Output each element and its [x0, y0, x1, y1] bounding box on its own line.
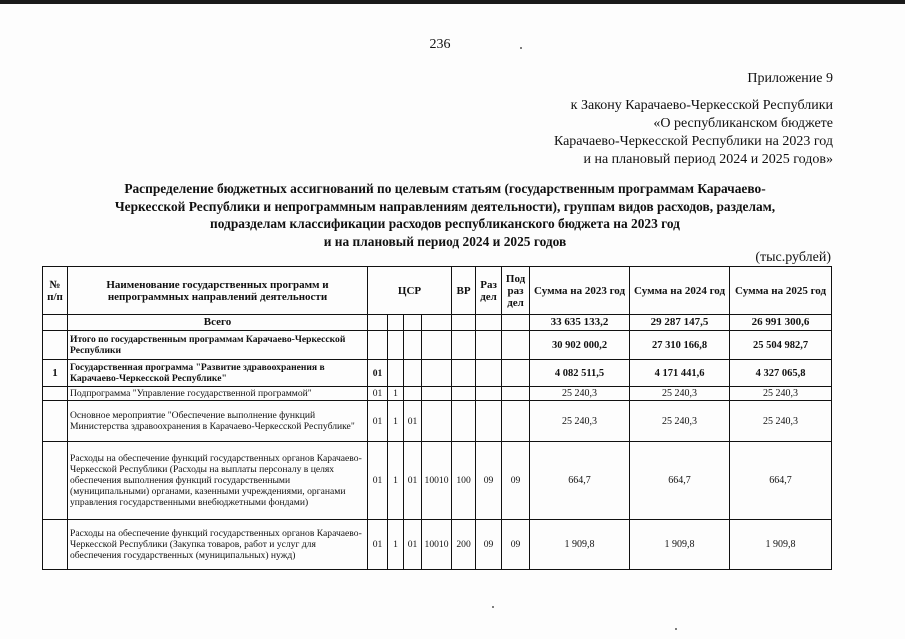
table-row [43, 401, 832, 442]
cell-podrazdel: 09 [502, 442, 530, 520]
cell-sum2024: 25 240,3 [630, 387, 730, 401]
cell-csr4 [422, 387, 452, 401]
units-label: (тыс.рублей) [755, 250, 831, 265]
title-line: и на плановый период 2024 и 2025 годов [323, 233, 567, 249]
title-line: Черкесской Республики и непрограммным направлениям деятельности), группам видов расходов, разделам, [114, 198, 776, 214]
cell-csr1: 01 [368, 520, 388, 570]
cell-csr3 [404, 360, 422, 387]
scan-speck [675, 628, 677, 630]
cell-sum2023: 664,7 [530, 442, 630, 520]
appendix-title: Приложение 9 [747, 71, 833, 86]
cell-csr2: 1 [388, 442, 404, 520]
cell-sum2025: 25 240,3 [730, 387, 832, 401]
cell-podrazdel: 09 [502, 520, 530, 570]
cell-sum2023: 4 082 511,5 [530, 360, 630, 387]
table-row [43, 387, 832, 401]
cell-razdel: 09 [476, 442, 502, 520]
cell-vr [452, 401, 476, 442]
cell-sum2024: 1 909,8 [630, 520, 730, 570]
cell-vr [452, 315, 476, 331]
cell-name: Расходы на обеспечение функций государственных органов Карачаево-Черкесской Республики (Закупка товаров, работ и услуг для обеспечения государственных (муниципальных) нужд) [68, 520, 368, 570]
page-number: 236 [429, 37, 451, 52]
cell-sum2023: 1 909,8 [530, 520, 630, 570]
cell-vr [452, 360, 476, 387]
cell-vr [452, 387, 476, 401]
cell-razdel [476, 401, 502, 442]
cell-csr2: 1 [388, 520, 404, 570]
cell-csr1: 01 [368, 401, 388, 442]
col-sum2024-header: Сумма на 2024 год [630, 267, 730, 315]
cell-csr4: 10010 [422, 442, 452, 520]
table-row [43, 331, 832, 360]
cell-sum2024: 4 171 441,6 [630, 360, 730, 387]
cell-sum2023: 30 902 000,2 [530, 331, 630, 360]
col-razdel-header: Раз дел [476, 267, 502, 315]
cell-csr3 [404, 331, 422, 360]
cell-csr4 [422, 315, 452, 331]
scan-top-edge [0, 0, 905, 4]
title-line: подразделам классификации расходов республиканского бюджета на 2023 год [210, 216, 680, 231]
appendix-line: Карачаево-Черкесской Республики на 2023 год [553, 134, 833, 149]
cell-sum2025: 25 504 982,7 [730, 331, 832, 360]
col-vr-header: ВР [452, 267, 476, 315]
cell-sum2025: 664,7 [730, 442, 832, 520]
cell-name: Государственная программа "Развитие здравоохранения в Карачаево-Черкесской Республике" [68, 360, 368, 387]
col-sum2025-header: Сумма на 2025 год [730, 267, 832, 315]
cell-sum2023: 25 240,3 [530, 387, 630, 401]
cell-razdel [476, 387, 502, 401]
cell-csr2 [388, 360, 404, 387]
cell-name: Основное мероприятие "Обеспечение выполнение функций Министерства здравоохранения в Карачаево-Черкесской Республике" [68, 401, 368, 442]
cell-name: Итого по государственным программам Карачаево-Черкесской Республики [68, 331, 368, 360]
cell-csr3 [404, 315, 422, 331]
cell-csr1 [368, 331, 388, 360]
cell-csr4 [422, 401, 452, 442]
cell-csr3: 01 [404, 520, 422, 570]
cell-sum2024: 664,7 [630, 442, 730, 520]
cell-podrazdel [502, 401, 530, 442]
appendix-line: «О республиканском бюджете [653, 116, 833, 131]
cell-podrazdel [502, 331, 530, 360]
cell-vr [452, 331, 476, 360]
budget-table [42, 266, 832, 570]
cell-csr3: 01 [404, 401, 422, 442]
table-row [43, 442, 832, 520]
col-num-header: № п/п [43, 267, 68, 315]
col-csr-header: ЦСР [368, 267, 452, 315]
cell-num: 1 [43, 360, 68, 387]
cell-podrazdel [502, 360, 530, 387]
cell-num [43, 401, 68, 442]
cell-sum2023: 25 240,3 [530, 401, 630, 442]
cell-num [43, 442, 68, 520]
table-header-row [43, 267, 832, 315]
cell-sum2025: 25 240,3 [730, 401, 832, 442]
cell-csr3: 01 [404, 442, 422, 520]
title-line: Распределение бюджетных ассигнований по целевым статьям (государственным программам Карачаево- [124, 181, 766, 196]
cell-csr4 [422, 360, 452, 387]
cell-name: Расходы на обеспечение функций государственных органов Карачаево-Черкесской Республики (Расходы на выплаты персоналу в целях обеспечения выполнения функций государственными (муниципальными) органами, казенными учреждениями, органами управления государственными внебюджетными фондами) [68, 442, 368, 520]
cell-csr2 [388, 315, 404, 331]
cell-csr2: 1 [388, 401, 404, 442]
cell-csr2 [388, 331, 404, 360]
col-sum2023-header: Сумма на 2023 год [530, 267, 630, 315]
table-row [43, 520, 832, 570]
cell-num [43, 387, 68, 401]
cell-razdel [476, 315, 502, 331]
appendix-line: к Закону Карачаево-Черкесской Республики [570, 98, 833, 113]
cell-sum2023: 33 635 133,2 [530, 315, 630, 331]
cell-podrazdel [502, 387, 530, 401]
cell-razdel: 09 [476, 520, 502, 570]
cell-sum2025: 26 991 300,6 [730, 315, 832, 331]
cell-sum2025: 4 327 065,8 [730, 360, 832, 387]
cell-vr: 200 [452, 520, 476, 570]
cell-name: Всего [68, 315, 368, 331]
table-row [43, 360, 832, 387]
scan-speck [520, 47, 522, 49]
cell-num [43, 315, 68, 331]
cell-csr1: 01 [368, 387, 388, 401]
cell-vr: 100 [452, 442, 476, 520]
cell-csr1 [368, 315, 388, 331]
cell-csr1: 01 [368, 360, 388, 387]
table-row [43, 315, 832, 331]
cell-sum2024: 27 310 166,8 [630, 331, 730, 360]
col-podrazdel-header: Под раз дел [502, 267, 530, 315]
document-title [40, 180, 850, 250]
cell-name: Подпрограмма "Управление государственной программой" [68, 387, 368, 401]
cell-razdel [476, 331, 502, 360]
cell-csr2: 1 [388, 387, 404, 401]
cell-csr4: 10010 [422, 520, 452, 570]
appendix-block [554, 70, 833, 169]
cell-sum2025: 1 909,8 [730, 520, 832, 570]
cell-num [43, 331, 68, 360]
cell-csr3 [404, 387, 422, 401]
col-name-header: Наименование государственных программ и непрограммных направлений деятельности [68, 267, 368, 315]
cell-sum2024: 29 287 147,5 [630, 315, 730, 331]
cell-sum2024: 25 240,3 [630, 401, 730, 442]
appendix-line: и на плановый период 2024 и 2025 годов» [583, 152, 833, 167]
cell-podrazdel [502, 315, 530, 331]
cell-num [43, 520, 68, 570]
scan-speck [492, 606, 494, 608]
cell-razdel [476, 360, 502, 387]
cell-csr4 [422, 331, 452, 360]
cell-csr1: 01 [368, 442, 388, 520]
